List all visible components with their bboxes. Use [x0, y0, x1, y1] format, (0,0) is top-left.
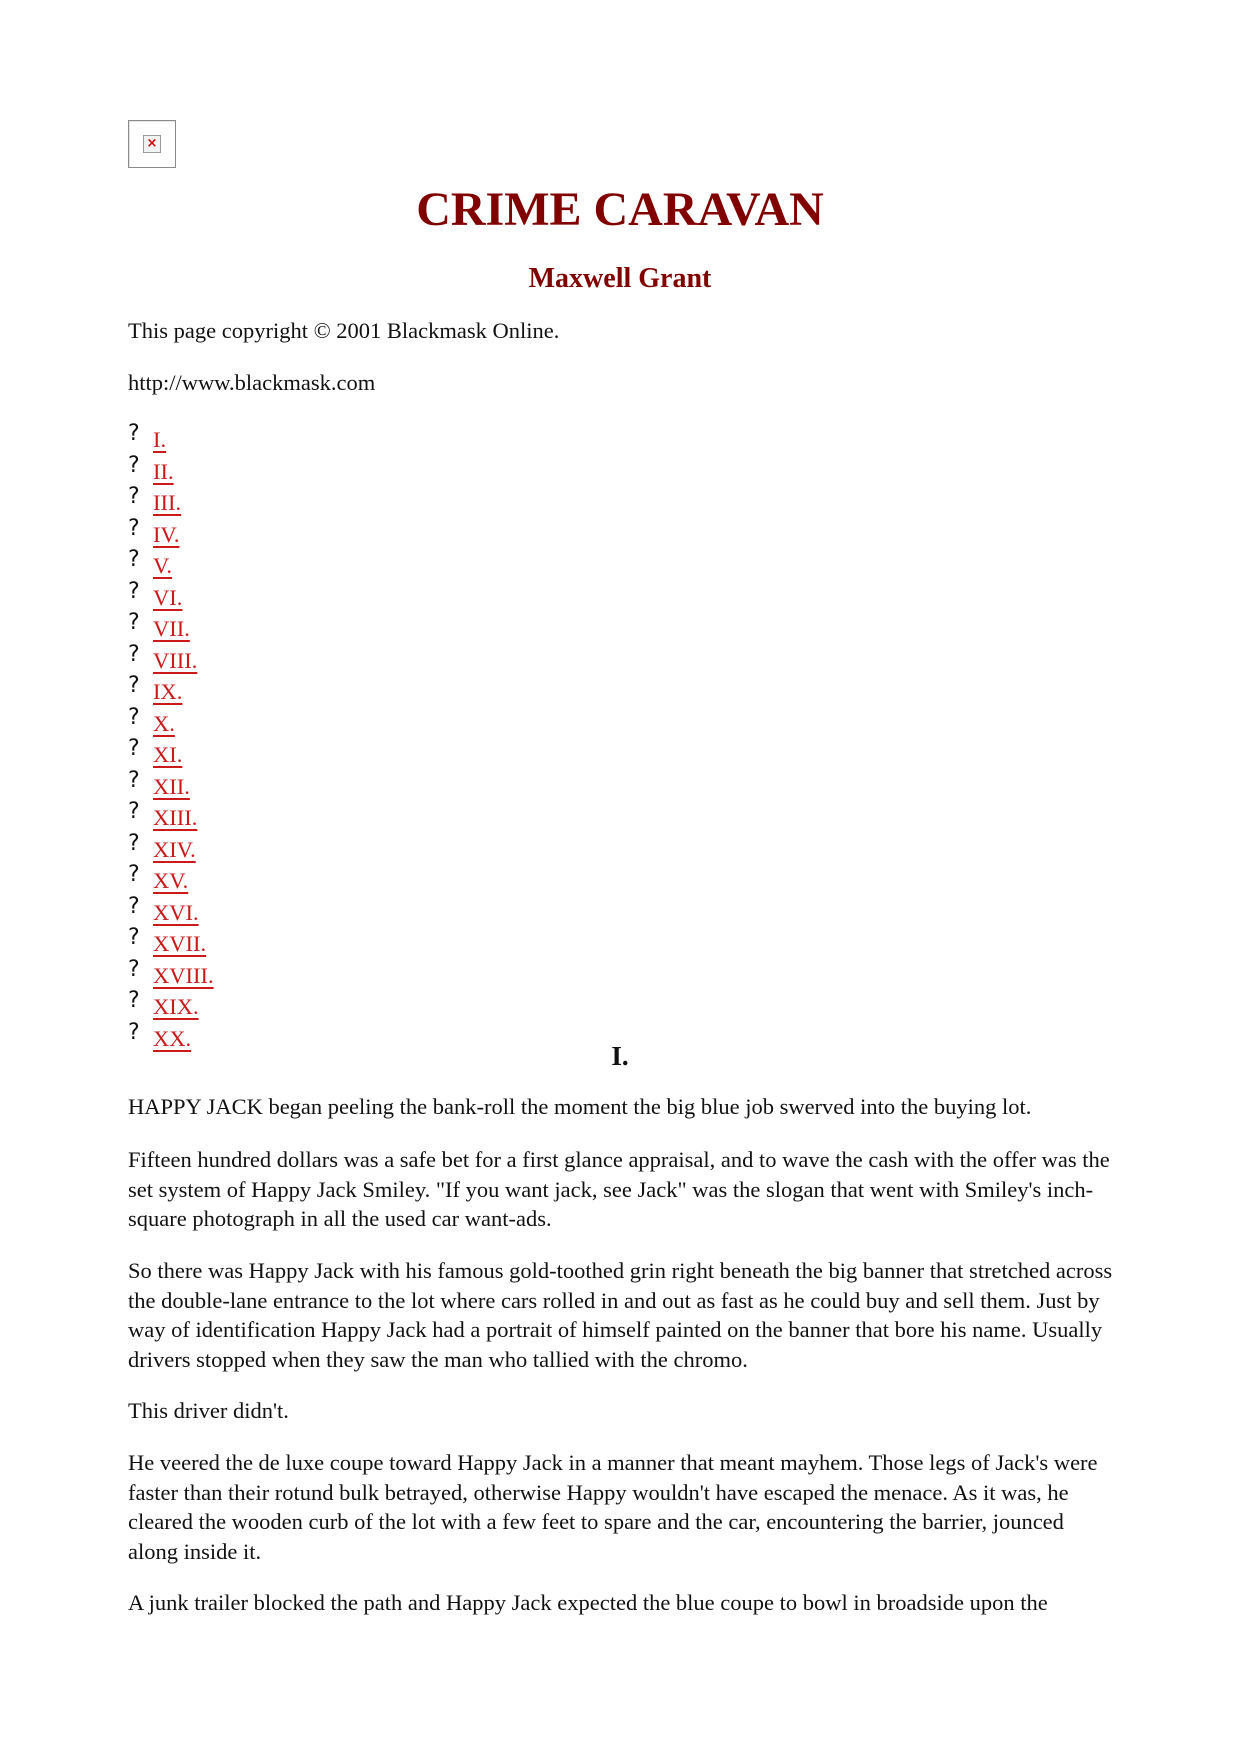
toc-link-chapter[interactable]: XV.	[153, 868, 189, 893]
toc-bullet: ?	[128, 452, 140, 478]
paragraph-5: He veered the de luxe coupe toward Happy Jack in a manner that meant mayhem. Those legs of Jack's were faster than their rotund bulk betrayed, otherwise Happy wouldn't have escaped the menace. As it was, he cleared the wooden curb of the lot with a few feet to spare and the car, encountering the barrier, jounced along inside it.	[128, 1450, 1098, 1564]
toc-link-chapter[interactable]: XI.	[153, 742, 183, 767]
toc-link-chapter[interactable]: V.	[153, 553, 172, 578]
toc-link-chapter[interactable]: X.	[153, 710, 175, 736]
paragraph-1: HAPPY JACK began peeling the bank-roll the moment the big blue job swerved into the buying lot.	[128, 1094, 1032, 1119]
chapter-heading: I.	[611, 1041, 629, 1071]
copyright-notice: This page copyright © 2001 Blackmask Online.	[128, 318, 560, 343]
toc-item	[128, 988, 428, 1023]
toc-link-chapter[interactable]: I.	[153, 427, 167, 452]
toc-bullet: ?	[128, 641, 140, 667]
broken-image-icon: ×	[143, 135, 161, 153]
toc-link-chapter[interactable]: IV.	[153, 521, 180, 547]
book-author: Maxwell Grant	[528, 263, 712, 294]
toc-item	[128, 641, 428, 677]
toc-item	[128, 421, 428, 456]
toc-link-chapter[interactable]: XX.	[153, 1025, 192, 1051]
toc-bullet: ?	[128, 767, 140, 793]
toc-link-chapter[interactable]: XIX.	[153, 994, 199, 1019]
toc-link-chapter[interactable]: XVIII.	[153, 962, 214, 988]
toc-link-chapter[interactable]: XIV.	[153, 836, 196, 862]
toc-bullet: ?	[128, 988, 140, 1013]
paragraph-3: So there was Happy Jack with his famous gold-toothed grin right beneath the big banner that stretched across the double-lane entrance to the lot where cars rolled in and out as fast as he could buy and sell them. Just by way of identification Happy Jack had a portrait of himself painted on the banner that bore his name. Usually drivers stopped when they saw the man who tallied with the chromo.	[128, 1258, 1113, 1372]
toc-bullet: ?	[128, 704, 140, 730]
toc-bullet: ?	[128, 421, 140, 446]
toc-item	[128, 862, 428, 897]
toc-bullet: ?	[128, 862, 140, 887]
toc-item	[128, 893, 428, 929]
toc-item	[128, 736, 428, 771]
toc-bullet: ?	[128, 893, 140, 919]
toc-item	[128, 452, 428, 488]
toc-bullet: ?	[128, 547, 140, 572]
toc-link-chapter[interactable]: II.	[153, 458, 174, 484]
toc-link-chapter[interactable]: XVII.	[153, 931, 207, 956]
toc-link-chapter[interactable]: VII.	[153, 616, 190, 641]
toc-item	[128, 925, 428, 960]
toc-link-chapter[interactable]: XII.	[153, 773, 190, 799]
toc-item	[128, 799, 428, 834]
paragraph-6: A junk trailer blocked the path and Happy Jack expected the blue coupe to bowl in broadside upon the	[128, 1590, 1048, 1615]
toc-bullet: ?	[128, 484, 140, 509]
paragraph-2: Fifteen hundred dollars was a safe bet for a first glance appraisal, and to wave the cash with the offer was the set system of Happy Jack Smiley. "If you want jack, see Jack" was the slogan that went with Smiley's inch-square photograph in all the used car want-ads.	[128, 1147, 1110, 1231]
toc-item	[128, 767, 428, 803]
toc-item	[128, 547, 428, 582]
paragraph-4: This driver didn't.	[128, 1398, 289, 1423]
toc-link-chapter[interactable]: XVI.	[153, 899, 199, 925]
toc-bullet: ?	[128, 515, 140, 541]
toc-item	[128, 610, 428, 645]
toc-bullet: ?	[128, 673, 140, 698]
toc-bullet: ?	[128, 578, 140, 604]
broken-image-placeholder	[128, 120, 176, 168]
toc-bullet: ?	[128, 736, 140, 761]
toc-item	[128, 673, 428, 708]
toc-bullet: ?	[128, 1019, 140, 1045]
site-url: http://www.blackmask.com	[128, 370, 376, 395]
toc-link-chapter[interactable]: IX.	[153, 679, 183, 704]
toc-bullet: ?	[128, 799, 140, 824]
toc-bullet: ?	[128, 925, 140, 950]
toc-link-chapter[interactable]: III.	[153, 490, 182, 515]
table-of-contents	[128, 421, 428, 1051]
toc-item	[128, 704, 428, 740]
book-title: CRIME CARAVAN	[416, 183, 824, 236]
toc-item	[128, 830, 428, 866]
toc-item	[128, 515, 428, 551]
toc-link-chapter[interactable]: XIII.	[153, 805, 198, 830]
toc-item	[128, 956, 428, 992]
toc-item	[128, 578, 428, 614]
toc-link-chapter[interactable]: VI.	[153, 584, 183, 610]
toc-bullet: ?	[128, 610, 140, 635]
toc-bullet: ?	[128, 956, 140, 982]
toc-bullet: ?	[128, 830, 140, 856]
toc-item	[128, 484, 428, 519]
toc-link-chapter[interactable]: VIII.	[153, 647, 198, 673]
